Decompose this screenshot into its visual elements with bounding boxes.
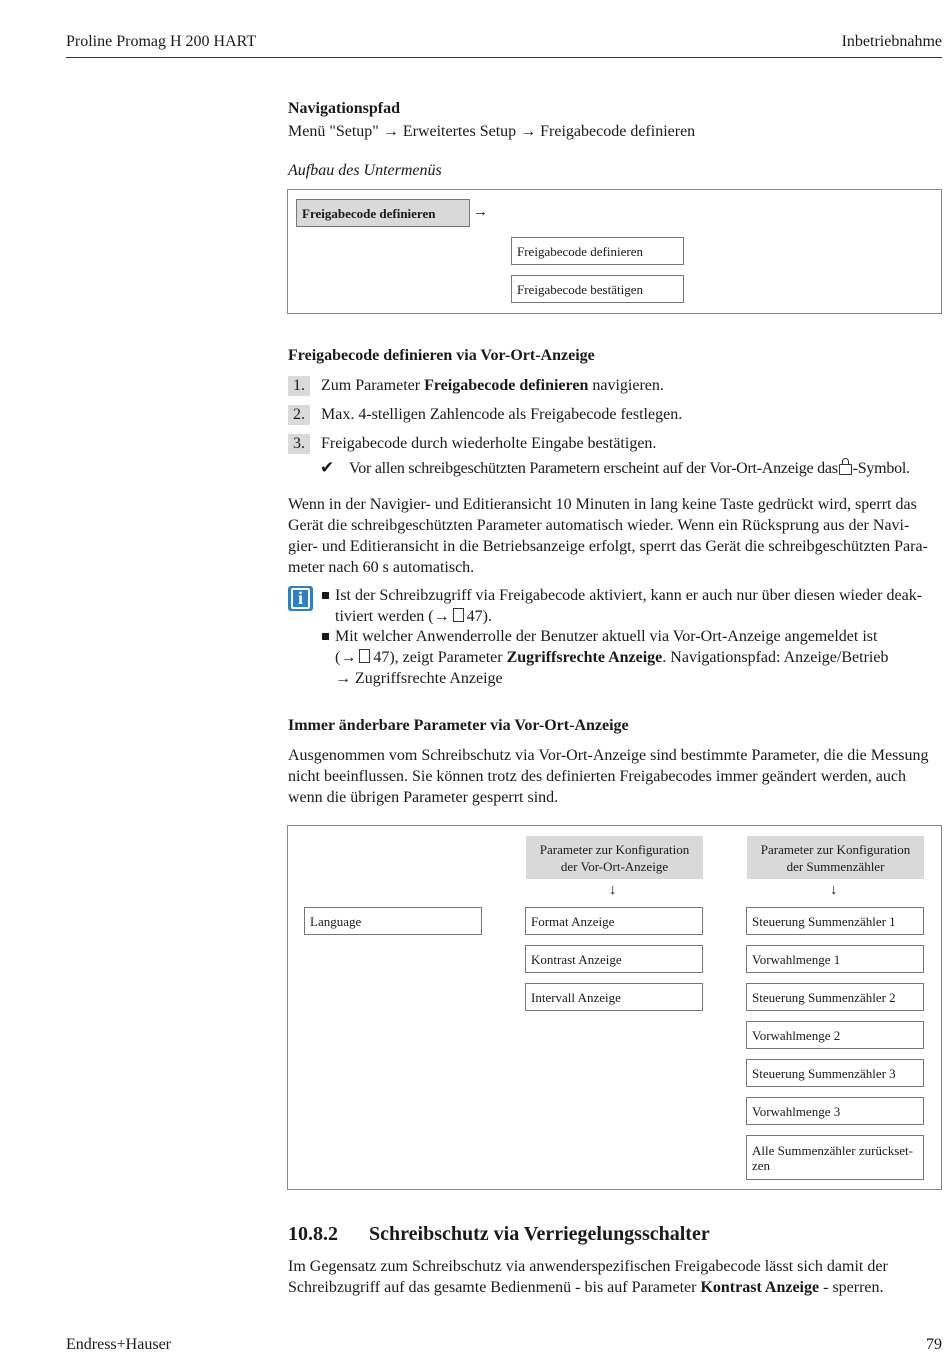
bullet-2: [322, 633, 329, 640]
paragraph-line-1: Wenn in der Navigier- und Editieransicht 10 Minuten in lang keine Taste gedrückt wird, sperrt das: [288, 496, 917, 513]
section-line-1: Im Gegensatz zum Schreibschutz via anwenderspezifischen Freigabecode lässt sich damit der: [288, 1258, 888, 1275]
section-line-2-pre: Schreibzugriff auf das gesamte Bedienmenü - bis auf Parameter: [288, 1279, 701, 1296]
section-line-2-post: - sperren.: [819, 1279, 884, 1296]
col2-item-3: Intervall Anzeige: [525, 983, 703, 1011]
paragraph-line-3: gier- und Editieransicht in die Betriebsanzeige erfolgt, sperrt das Gerät die schreibgeschützten Para-: [288, 538, 928, 555]
info-bullet-2: [335, 626, 888, 689]
info-b1-pre: tiviert werden (→: [335, 608, 450, 625]
result-check-icon: ✔: [320, 458, 335, 477]
language-box: Language: [304, 907, 482, 935]
col3-header: [747, 836, 924, 879]
nav-path: [288, 121, 695, 142]
submenu-main-box: Freigabecode definieren: [296, 199, 470, 227]
col3-item-7: [746, 1135, 924, 1180]
nav-path-end: Freigabecode definieren: [540, 123, 696, 140]
info-icon: [288, 586, 313, 611]
info-bullet-1: [335, 585, 922, 627]
info-b1-post: 47).: [466, 608, 492, 625]
nav-path-mid: Erweitertes Setup: [402, 123, 517, 140]
info-b1-line1: Ist der Schreibzugriff via Freigabecode aktiviert, kann er auch nur über diesen wieder deak-: [335, 587, 923, 604]
page-number: 79: [926, 1336, 942, 1353]
col3-item-1: Steuerung Summenzähler 1: [746, 907, 924, 935]
info-icon-letter: i: [291, 588, 310, 609]
nav-path-prefix: Menü "Setup": [288, 123, 379, 140]
result-text: [349, 458, 910, 479]
step-1-param: Freigabecode definieren: [424, 377, 589, 394]
nav-heading: Navigationspfad: [288, 100, 401, 117]
always-paragraph: [288, 745, 943, 808]
step-text-2: Max. 4-stelligen Zahlencode als Freigabecode festlegen.: [321, 406, 683, 423]
col2-item-2: Kontrast Anzeige: [525, 945, 703, 973]
section-line-2: [288, 1277, 943, 1298]
always-line-2: nicht beeinflussen. Sie können trotz des definierten Freigabecodes immer geändert werden, auch: [288, 768, 906, 785]
paragraph-line-2: Gerät die schreibgeschützten Parameter automatisch wieder. Wenn ein Rücksprung aus der Navi-: [288, 517, 910, 534]
result-text-post: -Symbol.: [852, 460, 910, 477]
col2-header: [526, 836, 703, 879]
info-b1-line2: [335, 606, 922, 627]
local-display-heading: Freigabecode definieren via Vor-Ort-Anzeige: [288, 347, 595, 364]
local-display-paragraph: [288, 494, 943, 578]
col3-down-arrow: ↓: [830, 882, 838, 898]
col2-header-line2: der Vor-Ort-Anzeige: [560, 858, 669, 874]
header-rule: [66, 57, 942, 58]
step-number-1: 1.: [288, 376, 310, 396]
info-b2-pre: (→: [335, 649, 357, 666]
always-line-1: Ausgenommen vom Schreibschutz via Vor-Ort-Anzeige sind bestimmte Parameter, die die Messung: [288, 747, 929, 764]
lock-icon: [839, 464, 852, 475]
submenu-item-1: Freigabecode definieren: [511, 237, 684, 265]
step-text-3: Freigabecode durch wiederholte Eingabe bestätigen.: [321, 435, 657, 452]
bullet-1: [322, 592, 329, 599]
step-text-1: [321, 376, 664, 396]
col3-item-7-line2: zen: [752, 1157, 771, 1173]
always-heading: Immer änderbare Parameter via Vor-Ort-Anzeige: [288, 717, 629, 734]
info-b2-post: . Navigationspfad: Anzeige/Betrieb: [662, 649, 889, 666]
nav-arrow-2: →: [520, 123, 537, 140]
submenu-arrow: →: [473, 204, 488, 220]
info-b2-line3: → Zugriffsrechte Anzeige: [335, 670, 503, 687]
col3-item-6: Vorwahlmenge 3: [746, 1097, 924, 1125]
section-number: 10.8.2: [288, 1223, 338, 1245]
section-param: Kontrast Anzeige: [700, 1279, 820, 1296]
col3-item-2: Vorwahlmenge 1: [746, 945, 924, 973]
col3-header-line2: der Summenzähler: [786, 858, 885, 874]
col3-item-5: Steuerung Summenzähler 3: [746, 1059, 924, 1087]
submenu-caption: Aufbau des Untermenüs: [288, 162, 442, 179]
info-b2-line2: [335, 647, 888, 668]
step-number-2: 2.: [288, 405, 310, 425]
header-chapter: Inbetriebnahme: [841, 33, 942, 50]
header-title: Proline Promag H 200 HART: [66, 33, 257, 50]
col2-down-arrow: ↓: [609, 882, 617, 898]
paragraph-line-4: meter nach 60 s automatisch.: [288, 559, 475, 576]
info-b2-mid: 47), zeigt Parameter: [373, 649, 507, 666]
page-ref-icon: [453, 608, 464, 622]
always-line-3: wenn die übrigen Parameter gesperrt sind.: [288, 789, 559, 806]
step-1-post: navigieren.: [588, 377, 664, 394]
page-ref-icon: [359, 649, 370, 663]
section-paragraph: [288, 1256, 943, 1298]
section-title: Schreibschutz via Verriegelungsschalter: [369, 1223, 710, 1245]
step-1-pre: Zum Parameter: [321, 377, 425, 394]
submenu-item-2: Freigabecode bestätigen: [511, 275, 684, 303]
col2-item-1: Format Anzeige: [525, 907, 703, 935]
col3-item-3: Steuerung Summenzähler 2: [746, 983, 924, 1011]
col3-item-7-line1: Alle Summenzähler zurückset-: [752, 1142, 913, 1158]
info-b2-param: Zugriffsrechte Anzeige: [506, 649, 663, 666]
nav-arrow-1: →: [382, 123, 399, 140]
step-number-3: 3.: [288, 434, 310, 454]
col2-header-line1: Parameter zur Konfiguration: [539, 841, 690, 857]
col3-header-line1: Parameter zur Konfiguration: [760, 841, 911, 857]
result-text-pre: Vor allen schreibgeschützten Parametern erscheint auf der Vor-Ort-Anzeige das: [349, 460, 838, 477]
footer-brand: Endress+Hauser: [66, 1336, 171, 1353]
col3-item-4: Vorwahlmenge 2: [746, 1021, 924, 1049]
info-b2-line1: Mit welcher Anwenderrolle der Benutzer aktuell via Vor-Ort-Anzeige angemeldet ist: [335, 628, 878, 645]
